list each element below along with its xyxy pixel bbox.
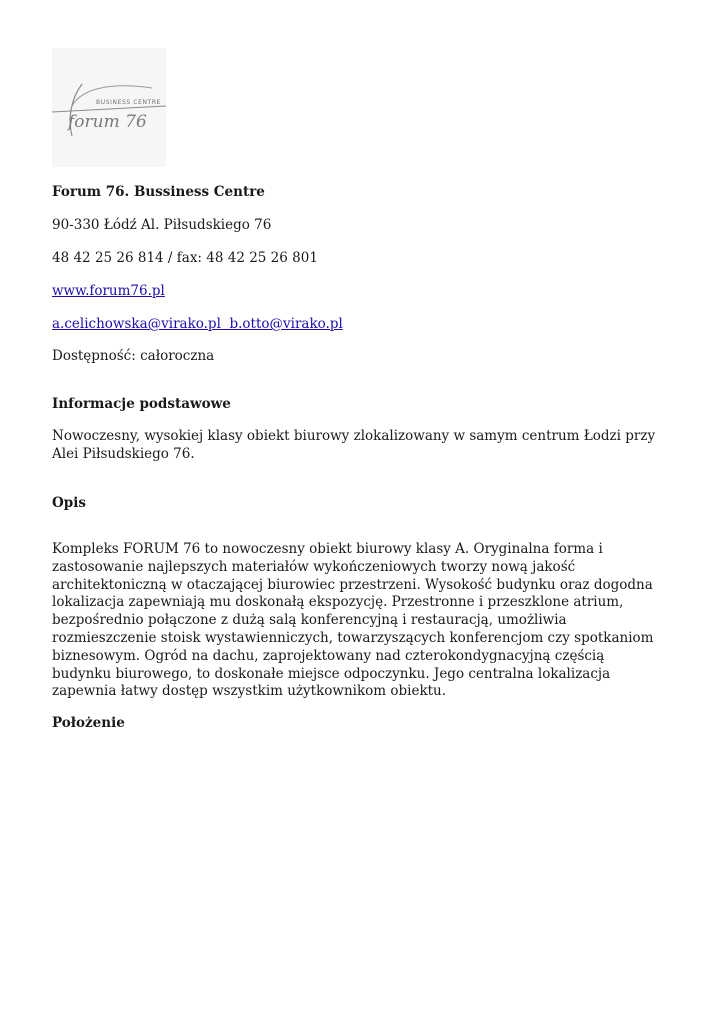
website-line: [52, 282, 165, 300]
email-line: [52, 315, 343, 333]
forum76-logo: [52, 48, 166, 167]
email-link-celichowska[interactable]: a.celichowska@virako.pl: [52, 316, 221, 332]
business-title: Forum 76. Bussiness Centre: [52, 184, 265, 200]
forum76-logo-graphic: [52, 48, 166, 167]
logo-tagline: BUSINESS CENTRE: [96, 99, 161, 106]
availability-line: Dostępność: całoroczna: [52, 348, 215, 364]
description-text: Kompleks FORUM 76 to nowoczesny obiekt biurowy klasy A. Oryginalna forma i zastosowanie najlepszych materiałów wykończeniowych tworzy nową jakość architektoniczną w otaczającej biurowiec przestrzeni. Wysokość budynku oraz dogodna lokalizacja zapewniają mu doskonałą ekspozycję. Przestronne i przeszklone atrium, bezpośrednio połączone z dużą salą konferencyjną i restauracją, umożliwia rozmieszczenie stoisk wystawienniczych, towarzyszących konferencjom czy spotkaniom biznesowym. Ogród na dachu, zaprojektowany nad czterokondygnacyjną częścią budynku biurowego, to doskonałe miejsce odpoczynku. Jego centralna lokalizacja zapewnia łatwy dostęp wszystkim użytkownikom obiektu.: [52, 541, 654, 700]
phone-fax-line: 48 42 25 26 814 / fax: 48 42 25 26 801: [52, 250, 318, 266]
location-heading: Położenie: [52, 715, 125, 731]
address-line: 90-330 Łódź Al. Piłsudskiego 76: [52, 217, 272, 233]
basic-info-text: Nowoczesny, wysokiej klasy obiekt biurowy zlokalizowany w samym centrum Łodzi przy Alei Piłsudskiego 76.: [52, 428, 656, 462]
email-link-otto[interactable]: b.otto@virako.pl: [229, 316, 343, 332]
description-heading: Opis: [52, 495, 86, 511]
basic-info-heading: Informacje podstawowe: [52, 396, 231, 412]
website-link[interactable]: www.forum76.pl: [52, 283, 165, 299]
logo-wordmark: forum 76: [68, 112, 147, 132]
